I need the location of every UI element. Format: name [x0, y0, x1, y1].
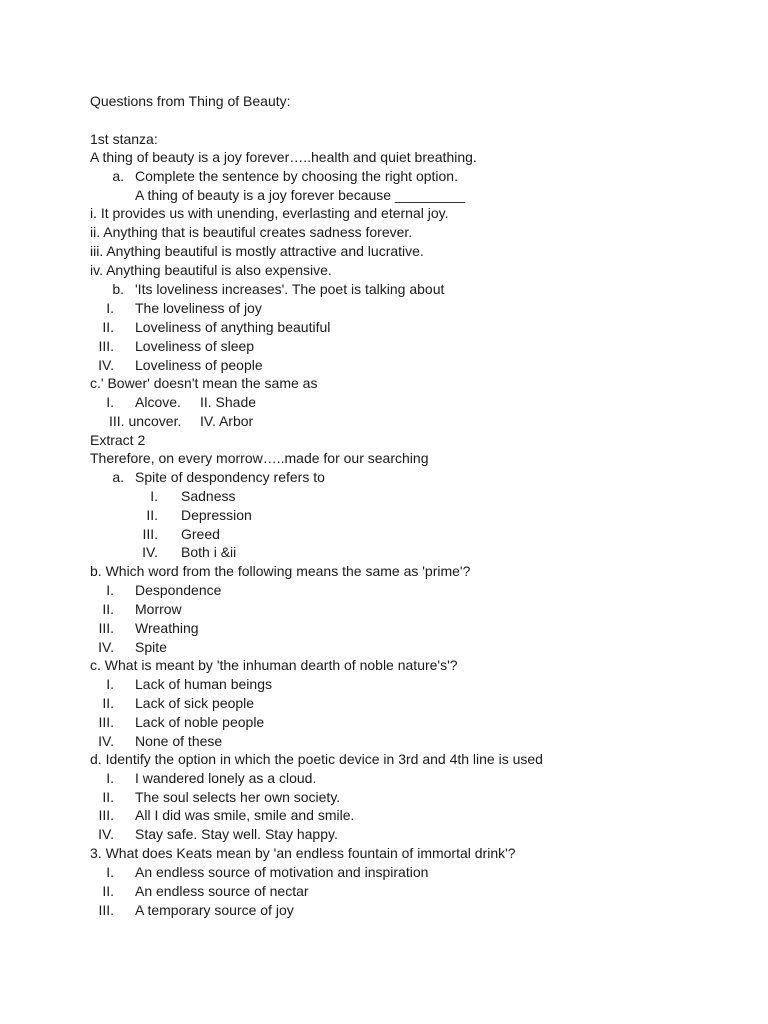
option-number: IV.: [98, 639, 114, 655]
option-text: IV. Arbor: [200, 413, 254, 429]
extract-text: A thing of beauty is a joy forever…..health and quiet breathing.: [90, 149, 477, 165]
option-number: II.: [102, 883, 114, 899]
option-number: III.: [98, 620, 114, 636]
option-number: IV.: [98, 733, 114, 749]
option-text: III. uncover.: [109, 413, 182, 429]
option-text: Alcove.: [135, 394, 181, 410]
option-text: A temporary source of joy: [135, 902, 294, 918]
option-text: The soul selects her own society.: [135, 789, 341, 805]
option-number: III.: [142, 526, 158, 542]
option-number: I.: [150, 488, 158, 504]
option-number: III.: [98, 807, 114, 823]
option-text: Stay safe. Stay well. Stay happy.: [135, 826, 338, 842]
option-text: All I did was smile, smile and smile.: [135, 807, 355, 823]
option-text: Lack of human beings: [135, 676, 272, 692]
question-text: A thing of beauty is a joy forever because _________: [135, 187, 466, 203]
question-text: 'Its loveliness increases'. The poet is talking about: [135, 281, 445, 297]
option-number: I.: [106, 864, 114, 880]
option-text: Morrow: [135, 601, 182, 617]
option-number: III.: [98, 902, 114, 918]
question-text: Spite of despondency refers to: [135, 469, 325, 485]
option-text: Lack of noble people: [135, 714, 265, 730]
option-number: III.: [98, 714, 114, 730]
option-number: II.: [146, 507, 158, 523]
option-number: IV.: [142, 544, 158, 560]
question-text: b. Which word from the following means the same as 'prime'?: [90, 563, 471, 579]
option-line: i. It provides us with unending, everlasting and eternal joy.: [90, 205, 449, 221]
question-text: Complete the sentence by choosing the right option.: [135, 168, 458, 184]
option-text: An endless source of nectar: [135, 883, 309, 899]
extract-heading: Extract 2: [90, 432, 146, 448]
option-text: Greed: [181, 526, 220, 542]
option-text: Loveliness of sleep: [135, 338, 255, 354]
option-text: Wreathing: [135, 620, 199, 636]
option-text: An endless source of motivation and inspiration: [135, 864, 429, 880]
question-text: c. What is meant by 'the inhuman dearth of noble nature's'?: [90, 657, 458, 673]
option-number: III.: [98, 338, 114, 354]
option-text: I wandered lonely as a cloud.: [135, 770, 317, 786]
question-marker: a.: [112, 469, 124, 485]
option-line: iv. Anything beautiful is also expensive.: [90, 262, 332, 278]
option-text: Lack of sick people: [135, 695, 255, 711]
extract-text: Therefore, on every morrow…..made for our searching: [90, 450, 429, 466]
document-title: Questions from Thing of Beauty:: [90, 93, 291, 109]
option-number: II.: [102, 601, 114, 617]
option-number: IV.: [98, 826, 114, 842]
option-text: The loveliness of joy: [135, 300, 262, 316]
option-line: iii. Anything beautiful is mostly attractive and lucrative.: [90, 243, 424, 259]
question-marker: a.: [112, 168, 124, 184]
option-number: I.: [106, 770, 114, 786]
option-text: Loveliness of anything beautiful: [135, 319, 331, 335]
option-text: Sadness: [181, 488, 236, 504]
stanza-heading: 1st stanza:: [90, 131, 158, 147]
question-text: 3. What does Keats mean by 'an endless fountain of immortal drink'?: [90, 845, 516, 861]
option-number: II.: [102, 319, 114, 335]
option-text: None of these: [135, 733, 223, 749]
option-number: IV.: [98, 357, 114, 373]
option-number: I.: [106, 394, 114, 410]
option-text: II. Shade: [200, 394, 257, 410]
option-number: I.: [106, 300, 114, 316]
option-text: Despondence: [135, 582, 222, 598]
option-text: Loveliness of people: [135, 357, 263, 373]
option-text: Depression: [181, 507, 252, 523]
option-number: I.: [106, 582, 114, 598]
option-number: I.: [106, 676, 114, 692]
question-text: d. Identify the option in which the poetic device in 3rd and 4th line is used: [90, 751, 543, 767]
question-marker: b.: [112, 281, 124, 297]
option-number: II.: [102, 789, 114, 805]
option-line: ii. Anything that is beautiful creates sadness forever.: [90, 224, 413, 240]
question-text: c.' Bower' doesn't mean the same as: [90, 375, 318, 391]
option-text: Spite: [135, 639, 167, 655]
option-text: Both i &ii: [181, 544, 237, 560]
option-number: II.: [102, 695, 114, 711]
